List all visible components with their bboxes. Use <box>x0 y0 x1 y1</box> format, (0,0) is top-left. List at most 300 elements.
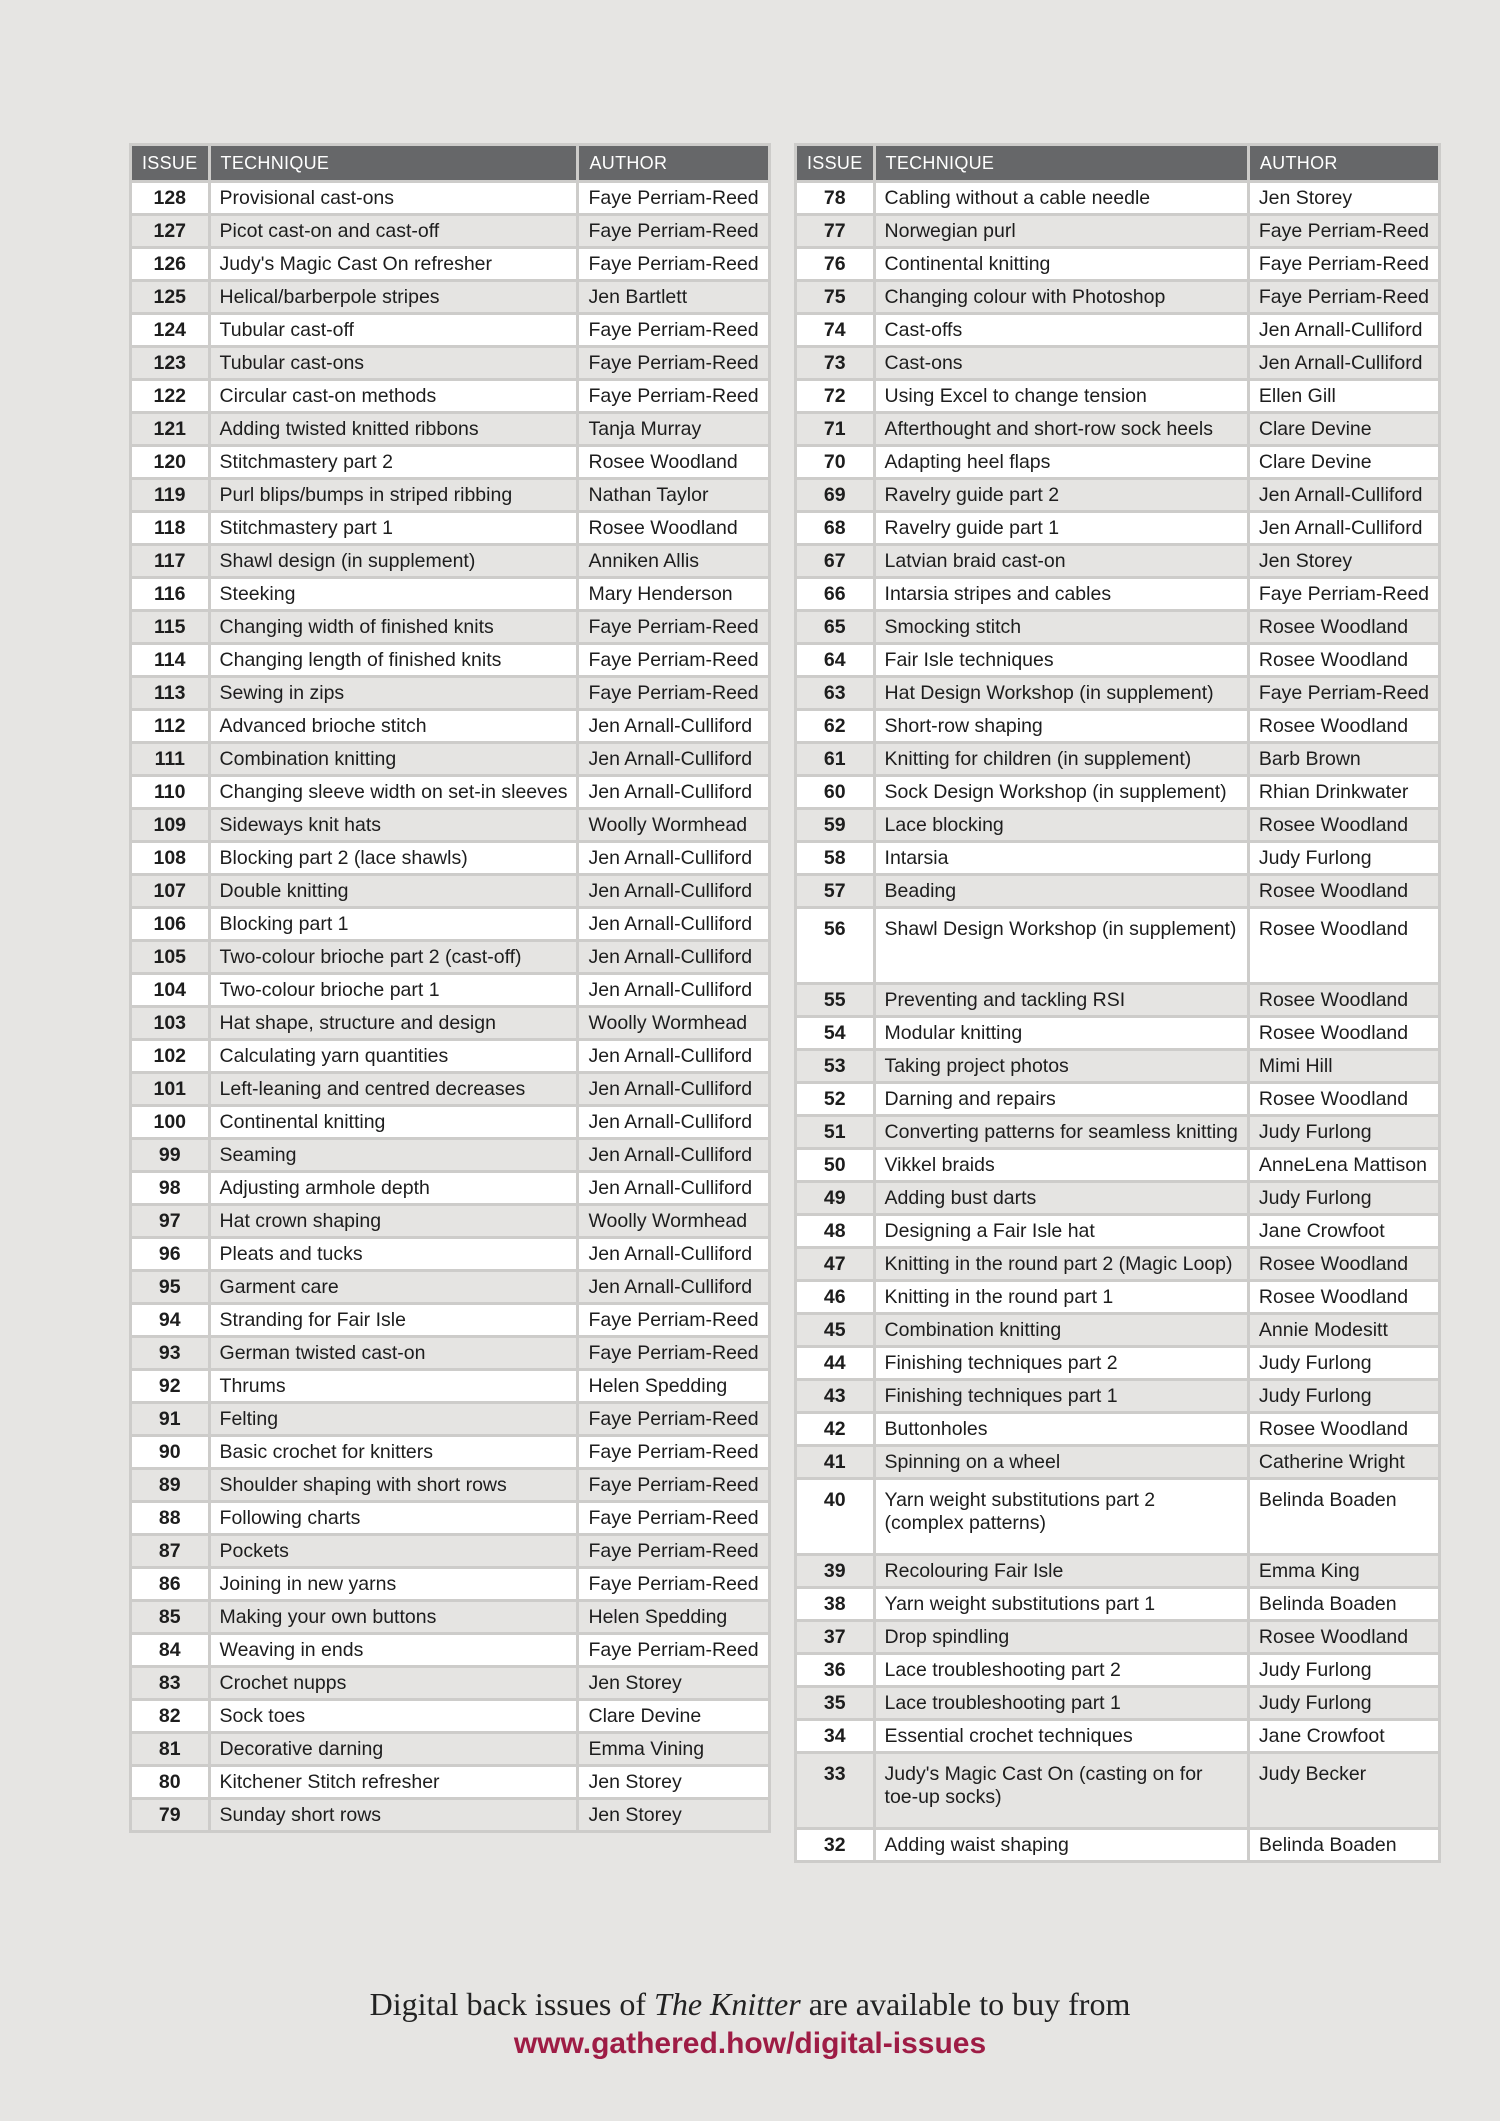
technique-cell: Adjusting armhole depth <box>209 1172 578 1205</box>
issue-cell: 115 <box>131 611 210 644</box>
author-cell: Woolly Wormhead <box>578 809 769 842</box>
technique-cell: Yarn weight substitutions part 1 <box>874 1588 1248 1621</box>
author-cell: Jen Arnall-Culliford <box>578 1238 769 1271</box>
table-row <box>796 776 1440 809</box>
author-cell: Rosee Woodland <box>1248 1248 1439 1281</box>
technique-cell: Adapting heel flaps <box>874 446 1248 479</box>
table-row <box>131 413 770 446</box>
author-cell: Jen Storey <box>578 1799 769 1832</box>
issue-cell: 51 <box>796 1116 875 1149</box>
author-cell: Judy Furlong <box>1248 1687 1439 1720</box>
table-row <box>796 1248 1440 1281</box>
technique-column-header: TECHNIQUE <box>874 145 1248 182</box>
issue-cell: 96 <box>131 1238 210 1271</box>
technique-cell: Following charts <box>209 1502 578 1535</box>
technique-cell: Lace troubleshooting part 1 <box>874 1687 1248 1720</box>
issue-cell: 68 <box>796 512 875 545</box>
issue-cell: 79 <box>131 1799 210 1832</box>
table-row <box>796 1654 1440 1687</box>
technique-cell: Vikkel braids <box>874 1149 1248 1182</box>
author-cell: Faye Perriam-Reed <box>578 677 769 710</box>
technique-cell: Sideways knit hats <box>209 809 578 842</box>
issue-cell: 80 <box>131 1766 210 1799</box>
technique-cell: Basic crochet for knitters <box>209 1436 578 1469</box>
technique-cell: Hat crown shaping <box>209 1205 578 1238</box>
table-row <box>796 1479 1440 1555</box>
author-cell: Jen Arnall-Culliford <box>578 1271 769 1304</box>
technique-cell: Continental knitting <box>874 248 1248 281</box>
issue-cell: 48 <box>796 1215 875 1248</box>
table-row <box>131 1502 770 1535</box>
technique-cell: Weaving in ends <box>209 1634 578 1667</box>
author-cell: Jen Arnall-Culliford <box>578 1172 769 1205</box>
table-row <box>131 1766 770 1799</box>
issue-cell: 72 <box>796 380 875 413</box>
technique-cell: Joining in new yarns <box>209 1568 578 1601</box>
issue-cell: 86 <box>131 1568 210 1601</box>
author-cell: Faye Perriam-Reed <box>578 215 769 248</box>
author-cell: Jen Arnall-Culliford <box>1248 479 1439 512</box>
technique-cell: Making your own buttons <box>209 1601 578 1634</box>
technique-cell: Taking project photos <box>874 1050 1248 1083</box>
table-row <box>796 1413 1440 1446</box>
author-cell: Judy Becker <box>1248 1753 1439 1829</box>
table-row <box>796 347 1440 380</box>
technique-cell: Designing a Fair Isle hat <box>874 1215 1248 1248</box>
issue-cell: 111 <box>131 743 210 776</box>
technique-cell: Lace troubleshooting part 2 <box>874 1654 1248 1687</box>
author-cell: Rosee Woodland <box>1248 611 1439 644</box>
table-row <box>796 1753 1440 1829</box>
issue-cell: 69 <box>796 479 875 512</box>
technique-cell: Shoulder shaping with short rows <box>209 1469 578 1502</box>
issue-cell: 32 <box>796 1829 875 1862</box>
author-cell: Helen Spedding <box>578 1601 769 1634</box>
table-row <box>796 1555 1440 1588</box>
technique-cell: Essential crochet techniques <box>874 1720 1248 1753</box>
author-cell: Faye Perriam-Reed <box>578 1502 769 1535</box>
technique-cell: Cabling without a cable needle <box>874 182 1248 215</box>
issue-cell: 87 <box>131 1535 210 1568</box>
author-cell: Jen Arnall-Culliford <box>578 1106 769 1139</box>
issue-cell: 40 <box>796 1479 875 1555</box>
table-row <box>131 1601 770 1634</box>
author-cell: Judy Furlong <box>1248 1654 1439 1687</box>
technique-cell: German twisted cast-on <box>209 1337 578 1370</box>
table-body-left <box>131 182 770 1832</box>
technique-cell: Buttonholes <box>874 1413 1248 1446</box>
issue-cell: 114 <box>131 644 210 677</box>
issue-cell: 93 <box>131 1337 210 1370</box>
issue-cell: 125 <box>131 281 210 314</box>
issue-cell: 90 <box>131 1436 210 1469</box>
technique-cell: Decorative darning <box>209 1733 578 1766</box>
table-row <box>131 1172 770 1205</box>
table-row <box>131 710 770 743</box>
author-cell: Rosee Woodland <box>578 446 769 479</box>
technique-cell: Judy's Magic Cast On refresher <box>209 248 578 281</box>
technique-cell: Drop spindling <box>874 1621 1248 1654</box>
technique-cell: Intarsia <box>874 842 1248 875</box>
author-cell: Judy Furlong <box>1248 842 1439 875</box>
author-cell: Rosee Woodland <box>1248 908 1439 984</box>
table-row <box>796 182 1440 215</box>
table-row <box>796 842 1440 875</box>
table-row <box>796 1829 1440 1862</box>
table-row <box>131 1007 770 1040</box>
author-cell: Rosee Woodland <box>1248 1413 1439 1446</box>
table-row <box>131 743 770 776</box>
author-cell: Jen Storey <box>578 1766 769 1799</box>
technique-cell: Sewing in zips <box>209 677 578 710</box>
issue-cell: 110 <box>131 776 210 809</box>
author-cell: Belinda Boaden <box>1248 1829 1439 1862</box>
author-cell: Belinda Boaden <box>1248 1588 1439 1621</box>
author-cell: Rhian Drinkwater <box>1248 776 1439 809</box>
technique-cell: Garment care <box>209 1271 578 1304</box>
table-row <box>796 644 1440 677</box>
technique-cell: Changing sleeve width on set-in sleeves <box>209 776 578 809</box>
author-cell: Jen Arnall-Culliford <box>578 941 769 974</box>
author-cell: Ellen Gill <box>1248 380 1439 413</box>
technique-cell: Steeking <box>209 578 578 611</box>
author-cell: Rosee Woodland <box>1248 809 1439 842</box>
issue-cell: 49 <box>796 1182 875 1215</box>
issue-cell: 98 <box>131 1172 210 1205</box>
issue-cell: 54 <box>796 1017 875 1050</box>
author-cell: Jen Arnall-Culliford <box>1248 347 1439 380</box>
issue-cell: 61 <box>796 743 875 776</box>
issue-cell: 71 <box>796 413 875 446</box>
footer-suffix: are available to buy from <box>800 1986 1131 2022</box>
table-row <box>131 974 770 1007</box>
footer-prefix: Digital back issues of <box>369 1986 655 2022</box>
issue-cell: 119 <box>131 479 210 512</box>
issue-cell: 62 <box>796 710 875 743</box>
author-cell: Jen Bartlett <box>578 281 769 314</box>
technique-cell: Helical/barberpole stripes <box>209 281 578 314</box>
table-row <box>796 743 1440 776</box>
techniques-table-left <box>129 143 771 1833</box>
author-cell: Tanja Murray <box>578 413 769 446</box>
table-row <box>131 479 770 512</box>
issue-cell: 105 <box>131 941 210 974</box>
author-cell: Rosee Woodland <box>1248 1017 1439 1050</box>
table-row <box>796 1281 1440 1314</box>
author-column-header: AUTHOR <box>578 145 769 182</box>
technique-column-header: TECHNIQUE <box>209 145 578 182</box>
author-cell: Faye Perriam-Reed <box>578 1568 769 1601</box>
technique-cell: Latvian braid cast-on <box>874 545 1248 578</box>
author-cell: Judy Furlong <box>1248 1347 1439 1380</box>
table-row <box>131 1667 770 1700</box>
author-cell: Rosee Woodland <box>1248 875 1439 908</box>
author-cell: Jen Arnall-Culliford <box>1248 512 1439 545</box>
author-cell: Annie Modesitt <box>1248 1314 1439 1347</box>
technique-cell: Hat shape, structure and design <box>209 1007 578 1040</box>
technique-cell: Lace blocking <box>874 809 1248 842</box>
issue-cell: 92 <box>131 1370 210 1403</box>
table-row <box>796 512 1440 545</box>
technique-cell: Stranding for Fair Isle <box>209 1304 578 1337</box>
issue-cell: 108 <box>131 842 210 875</box>
table-row <box>131 1535 770 1568</box>
issue-cell: 67 <box>796 545 875 578</box>
issue-cell: 76 <box>796 248 875 281</box>
author-cell: Faye Perriam-Reed <box>578 1535 769 1568</box>
table-row <box>131 347 770 380</box>
technique-cell: Combination knitting <box>209 743 578 776</box>
issue-cell: 58 <box>796 842 875 875</box>
issue-cell: 116 <box>131 578 210 611</box>
table-row <box>131 512 770 545</box>
issue-cell: 82 <box>131 1700 210 1733</box>
table-row <box>796 1116 1440 1149</box>
technique-cell: Fair Isle techniques <box>874 644 1248 677</box>
author-cell: Jen Storey <box>1248 545 1439 578</box>
table-row <box>131 1337 770 1370</box>
technique-cell: Ravelry guide part 1 <box>874 512 1248 545</box>
table-row <box>131 314 770 347</box>
table-row <box>131 446 770 479</box>
issue-cell: 123 <box>131 347 210 380</box>
author-cell: Faye Perriam-Reed <box>578 380 769 413</box>
technique-cell: Stitchmastery part 2 <box>209 446 578 479</box>
technique-cell: Advanced brioche stitch <box>209 710 578 743</box>
technique-cell: Blocking part 2 (lace shawls) <box>209 842 578 875</box>
table-row <box>131 875 770 908</box>
table-row <box>796 380 1440 413</box>
author-cell: Faye Perriam-Reed <box>578 1403 769 1436</box>
technique-cell: Adding bust darts <box>874 1182 1248 1215</box>
issue-cell: 88 <box>131 1502 210 1535</box>
author-cell: Rosee Woodland <box>1248 1621 1439 1654</box>
issue-cell: 33 <box>796 1753 875 1829</box>
issue-cell: 126 <box>131 248 210 281</box>
author-cell: Clare Devine <box>578 1700 769 1733</box>
issue-cell: 120 <box>131 446 210 479</box>
author-cell: Faye Perriam-Reed <box>1248 281 1439 314</box>
author-cell: Belinda Boaden <box>1248 1479 1439 1555</box>
author-cell: Helen Spedding <box>578 1370 769 1403</box>
table-row <box>131 1700 770 1733</box>
technique-cell: Afterthought and short-row sock heels <box>874 413 1248 446</box>
technique-cell: Blocking part 1 <box>209 908 578 941</box>
issue-column-header: ISSUE <box>131 145 210 182</box>
issue-cell: 109 <box>131 809 210 842</box>
table-row <box>796 611 1440 644</box>
issue-cell: 74 <box>796 314 875 347</box>
technique-cell: Ravelry guide part 2 <box>874 479 1248 512</box>
issue-cell: 70 <box>796 446 875 479</box>
table-row <box>131 1634 770 1667</box>
technique-cell: Tubular cast-ons <box>209 347 578 380</box>
table-row <box>131 644 770 677</box>
technique-cell: Intarsia stripes and cables <box>874 578 1248 611</box>
table-row <box>796 809 1440 842</box>
table-row <box>796 875 1440 908</box>
technique-cell: Changing width of finished knits <box>209 611 578 644</box>
technique-cell: Combination knitting <box>874 1314 1248 1347</box>
author-cell: Woolly Wormhead <box>578 1205 769 1238</box>
table-row <box>131 380 770 413</box>
author-cell: Faye Perriam-Reed <box>1248 215 1439 248</box>
table-row <box>131 248 770 281</box>
issue-cell: 95 <box>131 1271 210 1304</box>
technique-cell: Continental knitting <box>209 1106 578 1139</box>
table-row <box>131 182 770 215</box>
issue-cell: 117 <box>131 545 210 578</box>
issue-cell: 112 <box>131 710 210 743</box>
issue-cell: 101 <box>131 1073 210 1106</box>
table-row <box>131 1799 770 1832</box>
author-cell: Jane Crowfoot <box>1248 1215 1439 1248</box>
issue-cell: 63 <box>796 677 875 710</box>
technique-cell: Felting <box>209 1403 578 1436</box>
issue-cell: 42 <box>796 1413 875 1446</box>
technique-cell: Hat Design Workshop (in supplement) <box>874 677 1248 710</box>
issue-cell: 75 <box>796 281 875 314</box>
table-row <box>796 1446 1440 1479</box>
author-cell: Faye Perriam-Reed <box>578 347 769 380</box>
issue-cell: 102 <box>131 1040 210 1073</box>
author-cell: Faye Perriam-Reed <box>1248 248 1439 281</box>
table-row <box>796 314 1440 347</box>
table-row <box>131 215 770 248</box>
technique-cell: Yarn weight substitutions part 2 (complex patterns) <box>874 1479 1248 1555</box>
issue-cell: 83 <box>131 1667 210 1700</box>
technique-cell: Purl blips/bumps in striped ribbing <box>209 479 578 512</box>
issue-cell: 37 <box>796 1621 875 1654</box>
table-row <box>796 984 1440 1017</box>
table-row <box>131 1469 770 1502</box>
table-row <box>796 446 1440 479</box>
author-cell: Rosee Woodland <box>578 512 769 545</box>
table-row <box>796 281 1440 314</box>
issue-cell: 50 <box>796 1149 875 1182</box>
author-cell: Faye Perriam-Reed <box>578 644 769 677</box>
table-row <box>796 1720 1440 1753</box>
author-cell: Faye Perriam-Reed <box>1248 578 1439 611</box>
issue-cell: 100 <box>131 1106 210 1139</box>
technique-cell: Two-colour brioche part 2 (cast-off) <box>209 941 578 974</box>
technique-cell: Pleats and tucks <box>209 1238 578 1271</box>
issue-cell: 47 <box>796 1248 875 1281</box>
author-cell: Catherine Wright <box>1248 1446 1439 1479</box>
issue-cell: 113 <box>131 677 210 710</box>
technique-cell: Sock toes <box>209 1700 578 1733</box>
technique-cell: Tubular cast-off <box>209 314 578 347</box>
table-row <box>796 1687 1440 1720</box>
table-row <box>131 1106 770 1139</box>
table-row <box>796 1149 1440 1182</box>
author-cell: Mary Henderson <box>578 578 769 611</box>
author-cell: Jen Arnall-Culliford <box>578 842 769 875</box>
table-row <box>796 1347 1440 1380</box>
author-cell: Faye Perriam-Reed <box>578 1436 769 1469</box>
author-cell: Nathan Taylor <box>578 479 769 512</box>
table-row <box>796 1017 1440 1050</box>
table-row <box>131 1304 770 1337</box>
issue-cell: 43 <box>796 1380 875 1413</box>
technique-cell: Preventing and tackling RSI <box>874 984 1248 1017</box>
author-cell: Faye Perriam-Reed <box>578 182 769 215</box>
table-header-row <box>796 145 1440 182</box>
technique-cell: Spinning on a wheel <box>874 1446 1248 1479</box>
technique-cell: Short-row shaping <box>874 710 1248 743</box>
technique-cell: Beading <box>874 875 1248 908</box>
issue-cell: 53 <box>796 1050 875 1083</box>
table-row <box>131 776 770 809</box>
technique-cell: Picot cast-on and cast-off <box>209 215 578 248</box>
techniques-table-right <box>794 143 1441 1863</box>
issue-cell: 41 <box>796 1446 875 1479</box>
issue-cell: 39 <box>796 1555 875 1588</box>
issue-cell: 85 <box>131 1601 210 1634</box>
technique-cell: Crochet nupps <box>209 1667 578 1700</box>
issue-cell: 99 <box>131 1139 210 1172</box>
table-row <box>796 1588 1440 1621</box>
issue-cell: 36 <box>796 1654 875 1687</box>
issue-cell: 121 <box>131 413 210 446</box>
table-row <box>796 1380 1440 1413</box>
issue-cell: 81 <box>131 1733 210 1766</box>
table-row <box>131 281 770 314</box>
table-row <box>131 1205 770 1238</box>
technique-cell: Norwegian purl <box>874 215 1248 248</box>
digital-issues-link[interactable]: www.gathered.how/digital-issues <box>513 2027 987 2060</box>
table-body-right <box>796 182 1440 1862</box>
author-cell: Jen Arnall-Culliford <box>578 908 769 941</box>
author-cell: Jen Arnall-Culliford <box>578 1073 769 1106</box>
table-row <box>131 611 770 644</box>
table-row <box>796 908 1440 984</box>
author-cell: Faye Perriam-Reed <box>578 1469 769 1502</box>
issue-cell: 128 <box>131 182 210 215</box>
issue-cell: 106 <box>131 908 210 941</box>
issue-cell: 64 <box>796 644 875 677</box>
issue-cell: 127 <box>131 215 210 248</box>
technique-cell: Two-colour brioche part 1 <box>209 974 578 1007</box>
technique-cell: Circular cast-on methods <box>209 380 578 413</box>
issue-cell: 122 <box>131 380 210 413</box>
author-cell: Jen Arnall-Culliford <box>578 743 769 776</box>
issue-cell: 73 <box>796 347 875 380</box>
issue-cell: 45 <box>796 1314 875 1347</box>
technique-cell: Changing colour with Photoshop <box>874 281 1248 314</box>
author-cell: Jen Storey <box>1248 182 1439 215</box>
author-cell: Jen Arnall-Culliford <box>578 1139 769 1172</box>
table-row <box>796 413 1440 446</box>
table-row <box>131 1370 770 1403</box>
technique-cell: Stitchmastery part 1 <box>209 512 578 545</box>
issue-cell: 60 <box>796 776 875 809</box>
table-row <box>796 677 1440 710</box>
author-cell: Woolly Wormhead <box>578 1007 769 1040</box>
issue-cell: 124 <box>131 314 210 347</box>
issue-cell: 57 <box>796 875 875 908</box>
table-row <box>796 710 1440 743</box>
issue-cell: 56 <box>796 908 875 984</box>
technique-cell: Smocking stitch <box>874 611 1248 644</box>
table-row <box>796 545 1440 578</box>
author-cell: Jen Arnall-Culliford <box>578 776 769 809</box>
issue-cell: 77 <box>796 215 875 248</box>
author-cell: Jen Arnall-Culliford <box>1248 314 1439 347</box>
author-cell: Rosee Woodland <box>1248 644 1439 677</box>
technique-cell: Finishing techniques part 2 <box>874 1347 1248 1380</box>
author-cell: Faye Perriam-Reed <box>578 314 769 347</box>
